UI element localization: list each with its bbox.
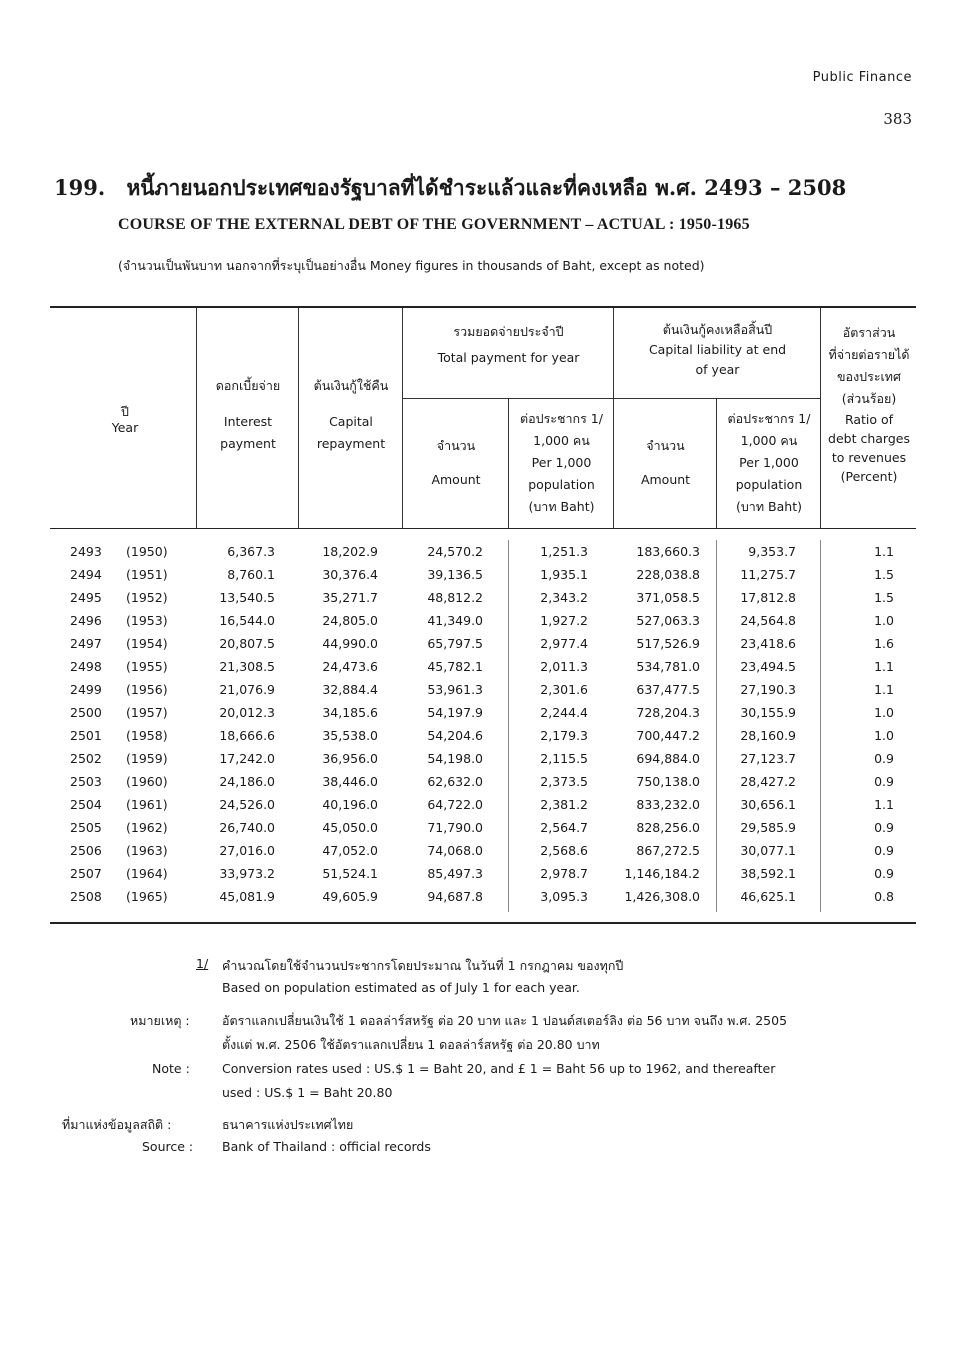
cell-ratio: 1.0 <box>874 728 894 743</box>
header-ratio-th-1: อัตราส่วน <box>842 325 896 340</box>
cell-year-ad: (1950) <box>126 544 168 559</box>
title-thai-text: หนี้ภายนอกประเทศของรัฐบาลที่ได้ชำระแล้วและที่คงเหลือ พ.ศ. 2493 – 2508 <box>126 175 847 200</box>
cell-ratio: 0.8 <box>874 889 894 904</box>
cell-year-ad: (1962) <box>126 820 168 835</box>
cell-capital: 38,446.0 <box>322 774 378 789</box>
cell-total-percap: 2,373.5 <box>540 774 588 789</box>
cell-total: 85,497.3 <box>427 866 483 881</box>
cell-capital: 18,202.9 <box>322 544 378 559</box>
cell-interest: 24,526.0 <box>219 797 275 812</box>
cell-total: 24,570.2 <box>427 544 483 559</box>
cell-capital: 51,524.1 <box>322 866 378 881</box>
cell-interest: 21,308.5 <box>219 659 275 674</box>
cell-year-th: 2504 <box>70 797 102 812</box>
cell-year-th: 2508 <box>70 889 102 904</box>
header-liability-percap-3: population <box>735 477 803 492</box>
cell-ratio: 1.5 <box>874 590 894 605</box>
table-row <box>0 679 966 702</box>
cell-total-percap: 2,115.5 <box>540 751 588 766</box>
cell-year-th: 2507 <box>70 866 102 881</box>
units-note: (จำนวนเป็นพันบาท นอกจากที่ระบุเป็นอย่างอื่น Money figures in thousands of Baht, except as noted) <box>118 258 705 273</box>
header-liability-amount-en: Amount <box>640 472 691 487</box>
header-ratio-en-2: debt charges <box>828 431 910 446</box>
cell-interest: 17,242.0 <box>219 751 275 766</box>
cell-liability: 728,204.3 <box>636 705 700 720</box>
header-total-percap-1: 1,000 คน <box>533 433 590 448</box>
header-total-percap-4: (บาท Baht) <box>528 499 595 514</box>
cell-year-ad: (1965) <box>126 889 168 904</box>
cell-total-percap: 2,381.2 <box>540 797 588 812</box>
table-title-thai <box>54 172 846 205</box>
page-number: 383 <box>883 110 912 128</box>
cell-interest: 24,186.0 <box>219 774 275 789</box>
header-ratio-en-4: (Percent) <box>840 469 898 484</box>
cell-year-th: 2505 <box>70 820 102 835</box>
cell-year-ad: (1957) <box>126 705 168 720</box>
cell-year-th: 2500 <box>70 705 102 720</box>
cell-ratio: 1.1 <box>874 659 894 674</box>
cell-capital: 24,473.6 <box>322 659 378 674</box>
cell-ratio: 1.1 <box>874 544 894 559</box>
cell-year-ad: (1956) <box>126 682 168 697</box>
header-capital-en-2: repayment <box>316 436 386 451</box>
cell-total-percap: 1,251.3 <box>540 544 588 559</box>
cell-year-ad: (1951) <box>126 567 168 582</box>
cell-interest: 33,973.2 <box>219 866 275 881</box>
cell-year-th: 2497 <box>70 636 102 651</box>
cell-ratio: 1.1 <box>874 682 894 697</box>
cell-year-ad: (1953) <box>126 613 168 628</box>
cell-capital: 40,196.0 <box>322 797 378 812</box>
cell-liability: 694,884.0 <box>636 751 700 766</box>
cell-liability-percap: 27,190.3 <box>740 682 796 697</box>
cell-liability-percap: 24,564.8 <box>740 613 796 628</box>
cell-liability-percap: 11,275.7 <box>740 567 796 582</box>
cell-ratio: 1.1 <box>874 797 894 812</box>
cell-year-th: 2503 <box>70 774 102 789</box>
cell-interest: 20,012.3 <box>219 705 275 720</box>
cell-capital: 47,052.0 <box>322 843 378 858</box>
header-liability-amount <box>615 436 716 490</box>
cell-total-percap: 2,568.6 <box>540 843 588 858</box>
cell-year-ad: (1964) <box>126 866 168 881</box>
cell-liability: 1,426,308.0 <box>624 889 700 904</box>
source-english: Bank of Thailand : official records <box>222 1139 431 1154</box>
footnote-thai: คำนวณโดยใช้จำนวนประชากรโดยประมาณ ในวันที่ 1 กรกฎาคม ของทุกปี <box>222 958 624 973</box>
cell-interest: 8,760.1 <box>227 567 275 582</box>
cell-interest: 18,666.6 <box>219 728 275 743</box>
footnote-english: Based on population estimated as of July 1 for each year. <box>222 980 580 995</box>
divider-capital <box>402 308 403 528</box>
cell-year-ad: (1961) <box>126 797 168 812</box>
cell-liability-percap: 28,160.9 <box>740 728 796 743</box>
cell-ratio: 1.0 <box>874 613 894 628</box>
header-liability-en-1: Capital liability at end <box>648 342 787 357</box>
cell-ratio: 0.9 <box>874 774 894 789</box>
table-row <box>0 886 966 909</box>
cell-year-ad: (1959) <box>126 751 168 766</box>
subheader-line-liability <box>613 398 820 399</box>
cell-year-th: 2499 <box>70 682 102 697</box>
cell-total: 39,136.5 <box>427 567 483 582</box>
cell-total-percap: 2,011.3 <box>540 659 588 674</box>
cell-ratio: 1.0 <box>874 705 894 720</box>
table-row <box>0 748 966 771</box>
cell-ratio: 0.9 <box>874 820 894 835</box>
divider-year <box>196 308 197 528</box>
header-capital-th: ต้นเงินกู้ใช้คืน <box>313 378 389 393</box>
table-row <box>0 633 966 656</box>
cell-ratio: 0.9 <box>874 751 894 766</box>
cell-total-percap: 1,927.2 <box>540 613 588 628</box>
cell-total: 71,790.0 <box>427 820 483 835</box>
table-number: 199. <box>54 175 106 200</box>
cell-total: 64,722.0 <box>427 797 483 812</box>
header-liability-percap-4: (บาท Baht) <box>736 499 802 514</box>
subheader-line-total <box>402 398 613 399</box>
cell-liability-percap: 29,585.9 <box>740 820 796 835</box>
cell-liability-percap: 38,592.1 <box>740 866 796 881</box>
header-ratio-en-3: to revenues <box>831 450 907 465</box>
table-row <box>0 541 966 564</box>
header-year-th: ปี <box>121 404 129 419</box>
table-row <box>0 656 966 679</box>
divider-liability-sub <box>716 398 717 528</box>
header-total-percap-2: Per 1,000 <box>531 455 592 470</box>
table-row <box>0 725 966 748</box>
section-header: Public Finance <box>812 70 912 85</box>
cell-total-percap: 2,564.7 <box>540 820 588 835</box>
cell-year-ad: (1958) <box>126 728 168 743</box>
cell-liability: 828,256.0 <box>636 820 700 835</box>
cell-total-percap: 2,978.7 <box>540 866 588 881</box>
cell-capital: 35,538.0 <box>322 728 378 743</box>
cell-year-ad: (1954) <box>126 636 168 651</box>
table-row <box>0 564 966 587</box>
divider-liability <box>820 308 821 528</box>
cell-capital: 44,990.0 <box>322 636 378 651</box>
cell-interest: 45,081.9 <box>219 889 275 904</box>
cell-liability: 183,660.3 <box>636 544 700 559</box>
cell-year-th: 2498 <box>70 659 102 674</box>
cell-liability: 371,058.5 <box>636 590 700 605</box>
cell-year-ad: (1963) <box>126 843 168 858</box>
cell-year-ad: (1952) <box>126 590 168 605</box>
remark-label: หมายเหตุ : <box>130 1013 190 1028</box>
cell-total: 94,687.8 <box>427 889 483 904</box>
header-liability-percap-2: Per 1,000 <box>739 455 799 470</box>
cell-interest: 16,544.0 <box>219 613 275 628</box>
cell-liability: 867,272.5 <box>636 843 700 858</box>
cell-total-percap: 2,343.2 <box>540 590 588 605</box>
header-liability-percap <box>718 408 820 518</box>
source-thai-label: ที่มาแห่งข้อมูลสถิติ : <box>62 1117 172 1132</box>
table-bottom-rule <box>50 922 916 924</box>
header-bottom-rule <box>50 528 916 529</box>
cell-capital: 35,271.7 <box>322 590 378 605</box>
cell-total: 74,068.0 <box>427 843 483 858</box>
cell-capital: 36,956.0 <box>322 751 378 766</box>
cell-liability-percap: 28,427.2 <box>740 774 796 789</box>
remark-thai-1: อัตราแลกเปลี่ยนเงินใช้ 1 ดอลล่าร์สหรัฐ ต่อ 20 บาท และ 1 ปอนด์สเตอร์ลิง ต่อ 56 บาท จนถึง พ.ศ. 2505 <box>222 1013 788 1028</box>
header-ratio-th-3: ของประเทศ <box>837 369 901 384</box>
cell-liability: 534,781.0 <box>636 659 700 674</box>
cell-interest: 26,740.0 <box>219 820 275 835</box>
header-total-percap-th: ต่อประชากร 1/ <box>520 411 603 426</box>
header-interest-th: ดอกเบี้ยจ่าย <box>215 378 281 393</box>
cell-year-th: 2506 <box>70 843 102 858</box>
source-thai: ธนาคารแห่งประเทศไทย <box>222 1117 354 1132</box>
header-ratio <box>822 322 916 486</box>
cell-capital: 49,605.9 <box>322 889 378 904</box>
cell-total-percap: 1,935.1 <box>540 567 588 582</box>
header-year <box>60 402 190 438</box>
cell-liability-percap: 30,656.1 <box>740 797 796 812</box>
header-total-amount-th: จำนวน <box>436 438 476 453</box>
cell-total: 45,782.1 <box>427 659 483 674</box>
header-interest-en-1: Interest <box>223 414 273 429</box>
cell-ratio: 0.9 <box>874 866 894 881</box>
cell-liability: 637,477.5 <box>636 682 700 697</box>
cell-total: 54,198.0 <box>427 751 483 766</box>
header-capital-liability <box>615 320 820 380</box>
header-ratio-th-4: (ส่วนร้อย) <box>841 391 897 406</box>
header-ratio-en-1: Ratio of <box>844 412 894 427</box>
cell-total: 62,632.0 <box>427 774 483 789</box>
table-row <box>0 840 966 863</box>
cell-liability-percap: 30,077.1 <box>740 843 796 858</box>
divider-total <box>613 308 614 528</box>
table-title-english: COURSE OF THE EXTERNAL DEBT OF THE GOVERNMENT – ACTUAL : 1950-1965 <box>118 216 750 233</box>
header-liability-percap-1: 1,000 คน <box>740 433 798 448</box>
table-row <box>0 610 966 633</box>
cell-year-th: 2495 <box>70 590 102 605</box>
cell-liability-percap: 30,155.9 <box>740 705 796 720</box>
cell-year-th: 2494 <box>70 567 102 582</box>
header-total-amount <box>404 436 508 490</box>
header-liability-en-2: of year <box>695 362 740 377</box>
cell-liability: 700,447.2 <box>636 728 700 743</box>
header-total-payment <box>404 322 613 368</box>
divider-interest <box>298 308 299 528</box>
header-total-amount-en: Amount <box>431 472 481 487</box>
table-row <box>0 817 966 840</box>
cell-total-percap: 2,301.6 <box>540 682 588 697</box>
cell-capital: 24,805.0 <box>322 613 378 628</box>
cell-liability-percap: 23,494.5 <box>740 659 796 674</box>
header-interest-en-2: payment <box>220 436 276 451</box>
cell-liability-percap: 23,418.6 <box>740 636 796 651</box>
cell-capital: 32,884.4 <box>322 682 378 697</box>
cell-ratio: 1.6 <box>874 636 894 651</box>
cell-interest: 6,367.3 <box>227 544 275 559</box>
cell-year-th: 2501 <box>70 728 102 743</box>
source-label: Source : <box>142 1139 194 1154</box>
table-row <box>0 794 966 817</box>
cell-interest: 21,076.9 <box>219 682 275 697</box>
header-liability-amount-th: จำนวน <box>646 438 685 453</box>
cell-year-th: 2496 <box>70 613 102 628</box>
cell-liability: 228,038.8 <box>636 567 700 582</box>
header-ratio-th-2: ที่จ่ายต่อรายได้ <box>828 347 910 362</box>
header-capital <box>300 376 402 454</box>
table-top-rule <box>50 306 916 308</box>
header-year-en: Year <box>111 420 139 435</box>
header-total-percap <box>510 408 613 518</box>
table-row <box>0 587 966 610</box>
table-row <box>0 702 966 725</box>
cell-liability-percap: 46,625.1 <box>740 889 796 904</box>
cell-ratio: 0.9 <box>874 843 894 858</box>
footnote-mark: 1/ <box>196 956 209 971</box>
cell-capital: 34,185.6 <box>322 705 378 720</box>
cell-total-percap: 2,179.3 <box>540 728 588 743</box>
header-total-en: Total payment for year <box>437 350 580 365</box>
cell-liability: 750,138.0 <box>636 774 700 789</box>
cell-total-percap: 2,244.4 <box>540 705 588 720</box>
remark-thai-2: ตั้งแต่ พ.ศ. 2506 ใช้อัตราแลกเปลี่ยน 1 ดอลล่าร์สหรัฐ ต่อ 20.80 บาท <box>222 1037 600 1052</box>
cell-year-th: 2493 <box>70 544 102 559</box>
header-capital-en-1: Capital <box>329 414 373 429</box>
cell-liability-percap: 17,812.8 <box>740 590 796 605</box>
header-liability-percap-th: ต่อประชากร 1/ <box>727 411 811 426</box>
cell-total-percap: 2,977.4 <box>540 636 588 651</box>
cell-total: 41,349.0 <box>427 613 483 628</box>
cell-liability: 527,063.3 <box>636 613 700 628</box>
table-row <box>0 863 966 886</box>
cell-total: 53,961.3 <box>427 682 483 697</box>
cell-total: 65,797.5 <box>427 636 483 651</box>
cell-interest: 27,016.0 <box>219 843 275 858</box>
cell-liability: 1,146,184.2 <box>624 866 700 881</box>
cell-total: 54,204.6 <box>427 728 483 743</box>
table-row <box>0 771 966 794</box>
note-label: Note : <box>152 1061 190 1076</box>
cell-year-ad: (1960) <box>126 774 168 789</box>
header-total-percap-3: population <box>528 477 595 492</box>
cell-year-th: 2502 <box>70 751 102 766</box>
cell-liability-percap: 9,353.7 <box>748 544 796 559</box>
cell-interest: 20,807.5 <box>219 636 275 651</box>
cell-total-percap: 3,095.3 <box>540 889 588 904</box>
cell-capital: 30,376.4 <box>322 567 378 582</box>
header-total-th: รวมยอดจ่ายประจำปี <box>453 324 564 339</box>
divider-total-sub <box>508 398 509 528</box>
cell-liability: 517,526.9 <box>636 636 700 651</box>
cell-capital: 45,050.0 <box>322 820 378 835</box>
cell-total: 54,197.9 <box>427 705 483 720</box>
cell-interest: 13,540.5 <box>219 590 275 605</box>
cell-liability-percap: 27,123.7 <box>740 751 796 766</box>
header-liability-th: ต้นเงินกู้คงเหลือสิ้นปี <box>662 322 773 337</box>
note-english-1: Conversion rates used : US.$ 1 = Baht 20, and £ 1 = Baht 56 up to 1962, and thereafter <box>222 1061 776 1076</box>
cell-year-ad: (1955) <box>126 659 168 674</box>
cell-total: 48,812.2 <box>427 590 483 605</box>
header-interest <box>198 376 298 454</box>
cell-liability: 833,232.0 <box>636 797 700 812</box>
cell-ratio: 1.5 <box>874 567 894 582</box>
note-english-2: used : US.$ 1 = Baht 20.80 <box>222 1085 393 1100</box>
